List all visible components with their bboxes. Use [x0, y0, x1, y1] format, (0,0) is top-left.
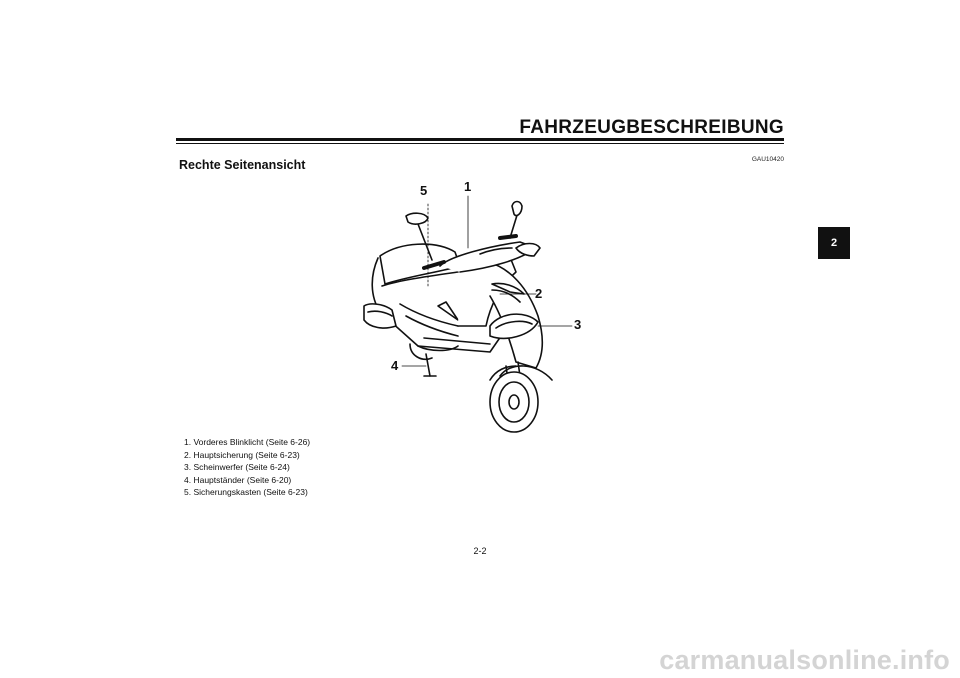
page-number: 2-2	[473, 546, 487, 556]
legend-item: 3. Scheinwerfer (Seite 6-24)	[184, 462, 290, 473]
document-code: GAU10420	[751, 156, 784, 163]
legend-item: 1. Vorderes Blinklicht (Seite 6-26)	[184, 437, 311, 447]
figure-legend	[184, 436, 310, 499]
callout-1: 1	[464, 179, 472, 194]
scooter-illustration	[340, 176, 610, 442]
legend-item: 5. Sicherungskasten (Seite 6-23)	[184, 487, 308, 498]
legend-item: 4. Hauptständer (Seite 6-20)	[184, 474, 292, 485]
callout-2: 2	[535, 286, 543, 301]
callout-4: 4	[391, 358, 399, 373]
callout-3: 3	[574, 317, 582, 332]
header-rule-thin	[176, 143, 784, 144]
watermark: carmanualsonline.info	[659, 645, 950, 675]
legend-item: 2. Hauptsicherung (Seite 6-23)	[184, 449, 300, 460]
section-title: Rechte Seitenansicht	[179, 158, 306, 172]
callout-5: 5	[420, 183, 428, 198]
chapter-tab: 2	[818, 227, 850, 259]
header-rule-thick	[176, 138, 784, 141]
chapter-title: FAHRZEUGBESCHREIBUNG	[519, 117, 784, 138]
